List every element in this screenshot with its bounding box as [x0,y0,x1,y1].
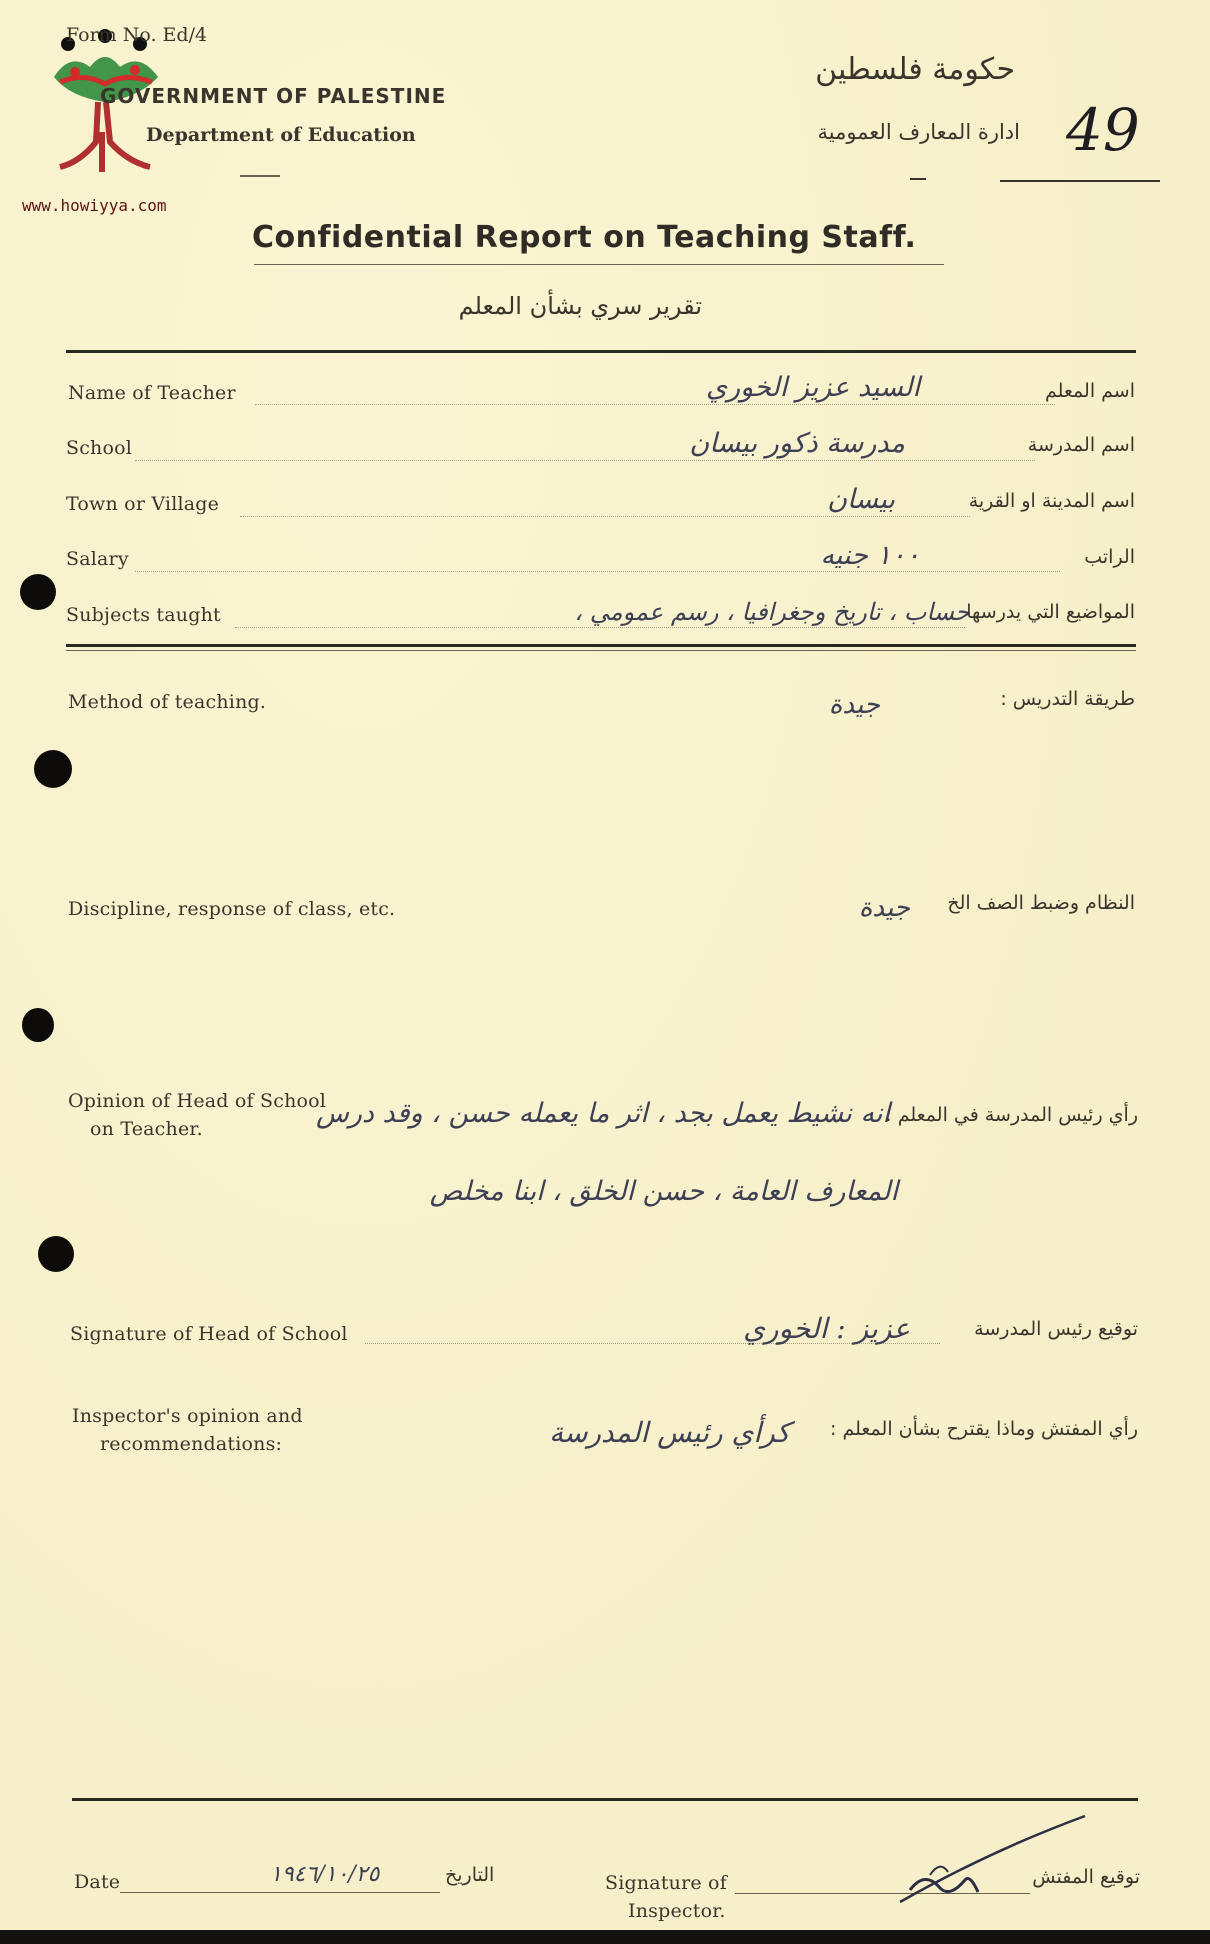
salary-label-ar: الراتب [1084,546,1135,568]
school-dotted-line [135,460,1035,461]
punch-hole [38,1236,74,1272]
handwritten-signature-icon [870,1810,1090,1910]
government-title-en: GOVERNMENT OF PALESTINE [100,84,447,108]
town-dotted-line [240,516,970,517]
method-label-ar: طريقة التدريس : [1000,688,1135,710]
date-value: ١٩٤٦/١٠/٢٥ [270,1862,380,1887]
title-underline [254,264,944,265]
date-line [120,1892,440,1893]
fields-bottom-rule [66,644,1136,647]
school-label-ar: اسم المدرسة [1027,434,1135,456]
punch-hole [22,1008,54,1042]
salary-dotted-line [135,571,1060,572]
opinion-head-label-en-2: on Teacher. [90,1118,203,1140]
department-title-en: Department of Education [146,124,416,146]
salary-value: ١٠٠ جنيه [820,540,920,571]
report-title-en: Confidential Report on Teaching Staff. [252,220,917,255]
discipline-value: جيدة [858,893,910,923]
discipline-label-en: Discipline, response of class, etc. [68,898,396,920]
top-rule [66,350,1136,353]
inspector-signature-scribble [870,1810,1090,1910]
header-underline-right [1000,180,1160,182]
department-title-ar: ادارة المعارف العمومية [817,120,1020,144]
punch-hole [20,574,56,610]
watermark-url: www.howiyya.com [22,196,167,215]
report-title-ar: تقرير سري بشأن المعلم [458,292,702,320]
subjects-label-ar: المواضيع التي يدرسها [966,601,1135,623]
school-label-en: School [66,437,133,459]
method-label-en: Method of teaching. [68,691,267,713]
school-value: مدرسة ذكور بيسان [689,428,905,459]
subjects-label-en: Subjects taught [66,604,221,626]
inspector-opinion-label-en-2: recommendations: [100,1433,283,1455]
method-value: جيدة [828,690,880,720]
signature-head-label-ar: توقيع رئيس المدرسة [974,1318,1138,1340]
town-label-en: Town or Village [66,493,220,515]
signature-head-label-en: Signature of Head of School [70,1323,348,1345]
name-dotted-line [255,404,1055,405]
header-underline-left [240,175,280,177]
opinion-head-value-line2: المعارف العامة ، حسن الخلق ، ابنا مخلص [429,1176,898,1207]
salary-label-en: Salary [66,548,129,570]
name-label-en: Name of Teacher [68,382,236,404]
government-title-ar: حكومة فلسطين [815,52,1015,87]
town-value: بيسان [827,484,895,515]
date-label-ar: التاريخ [445,1864,495,1886]
inspector-signature-label-ar: توقيع المفتش [1032,1866,1140,1888]
inspector-signature-label-en-1: Signature of [605,1872,727,1894]
inspector-opinion-label-ar: رأي المفتش وماذا يقترح بشأن المعلم : [830,1418,1138,1440]
howiyya-logo [40,22,170,197]
opinion-head-label-en-1: Opinion of Head of School [68,1090,327,1112]
opinion-head-label-ar: رأي رئيس المدرسة في المعلم : [885,1104,1138,1126]
inspector-opinion-value: كرأي رئيس المدرسة [549,1416,790,1449]
subjects-value: حساب ، تاريخ وجغرافيا ، رسم عمومي ، [574,598,970,626]
inspector-opinion-label-en-1: Inspector's opinion and [72,1405,303,1427]
bottom-rule [72,1798,1138,1801]
file-number: 49 [1066,96,1140,164]
fields-bottom-rule-thin [66,650,1136,651]
town-label-ar: اسم المدينة او القرية [968,490,1135,512]
name-value: السيد عزيز الخوري [706,372,920,403]
opinion-head-value-line1: انه نشيط يعمل بجد ، اثر ما يعمله حسن ، وقد درس [315,1098,890,1129]
header-dash-right [910,178,926,180]
form-number: Form No. Ed/4 [66,24,208,46]
inspector-signature-label-en-2: Inspector. [628,1900,726,1922]
punch-hole [34,750,72,788]
signature-head-value: عزيز : الخوري [743,1312,910,1345]
discipline-label-ar: النظام وضبط الصف الخ [947,892,1135,914]
subjects-dotted-line [235,627,965,628]
date-label-en: Date [74,1871,121,1893]
name-label-ar: اسم المعلم [1044,380,1135,402]
